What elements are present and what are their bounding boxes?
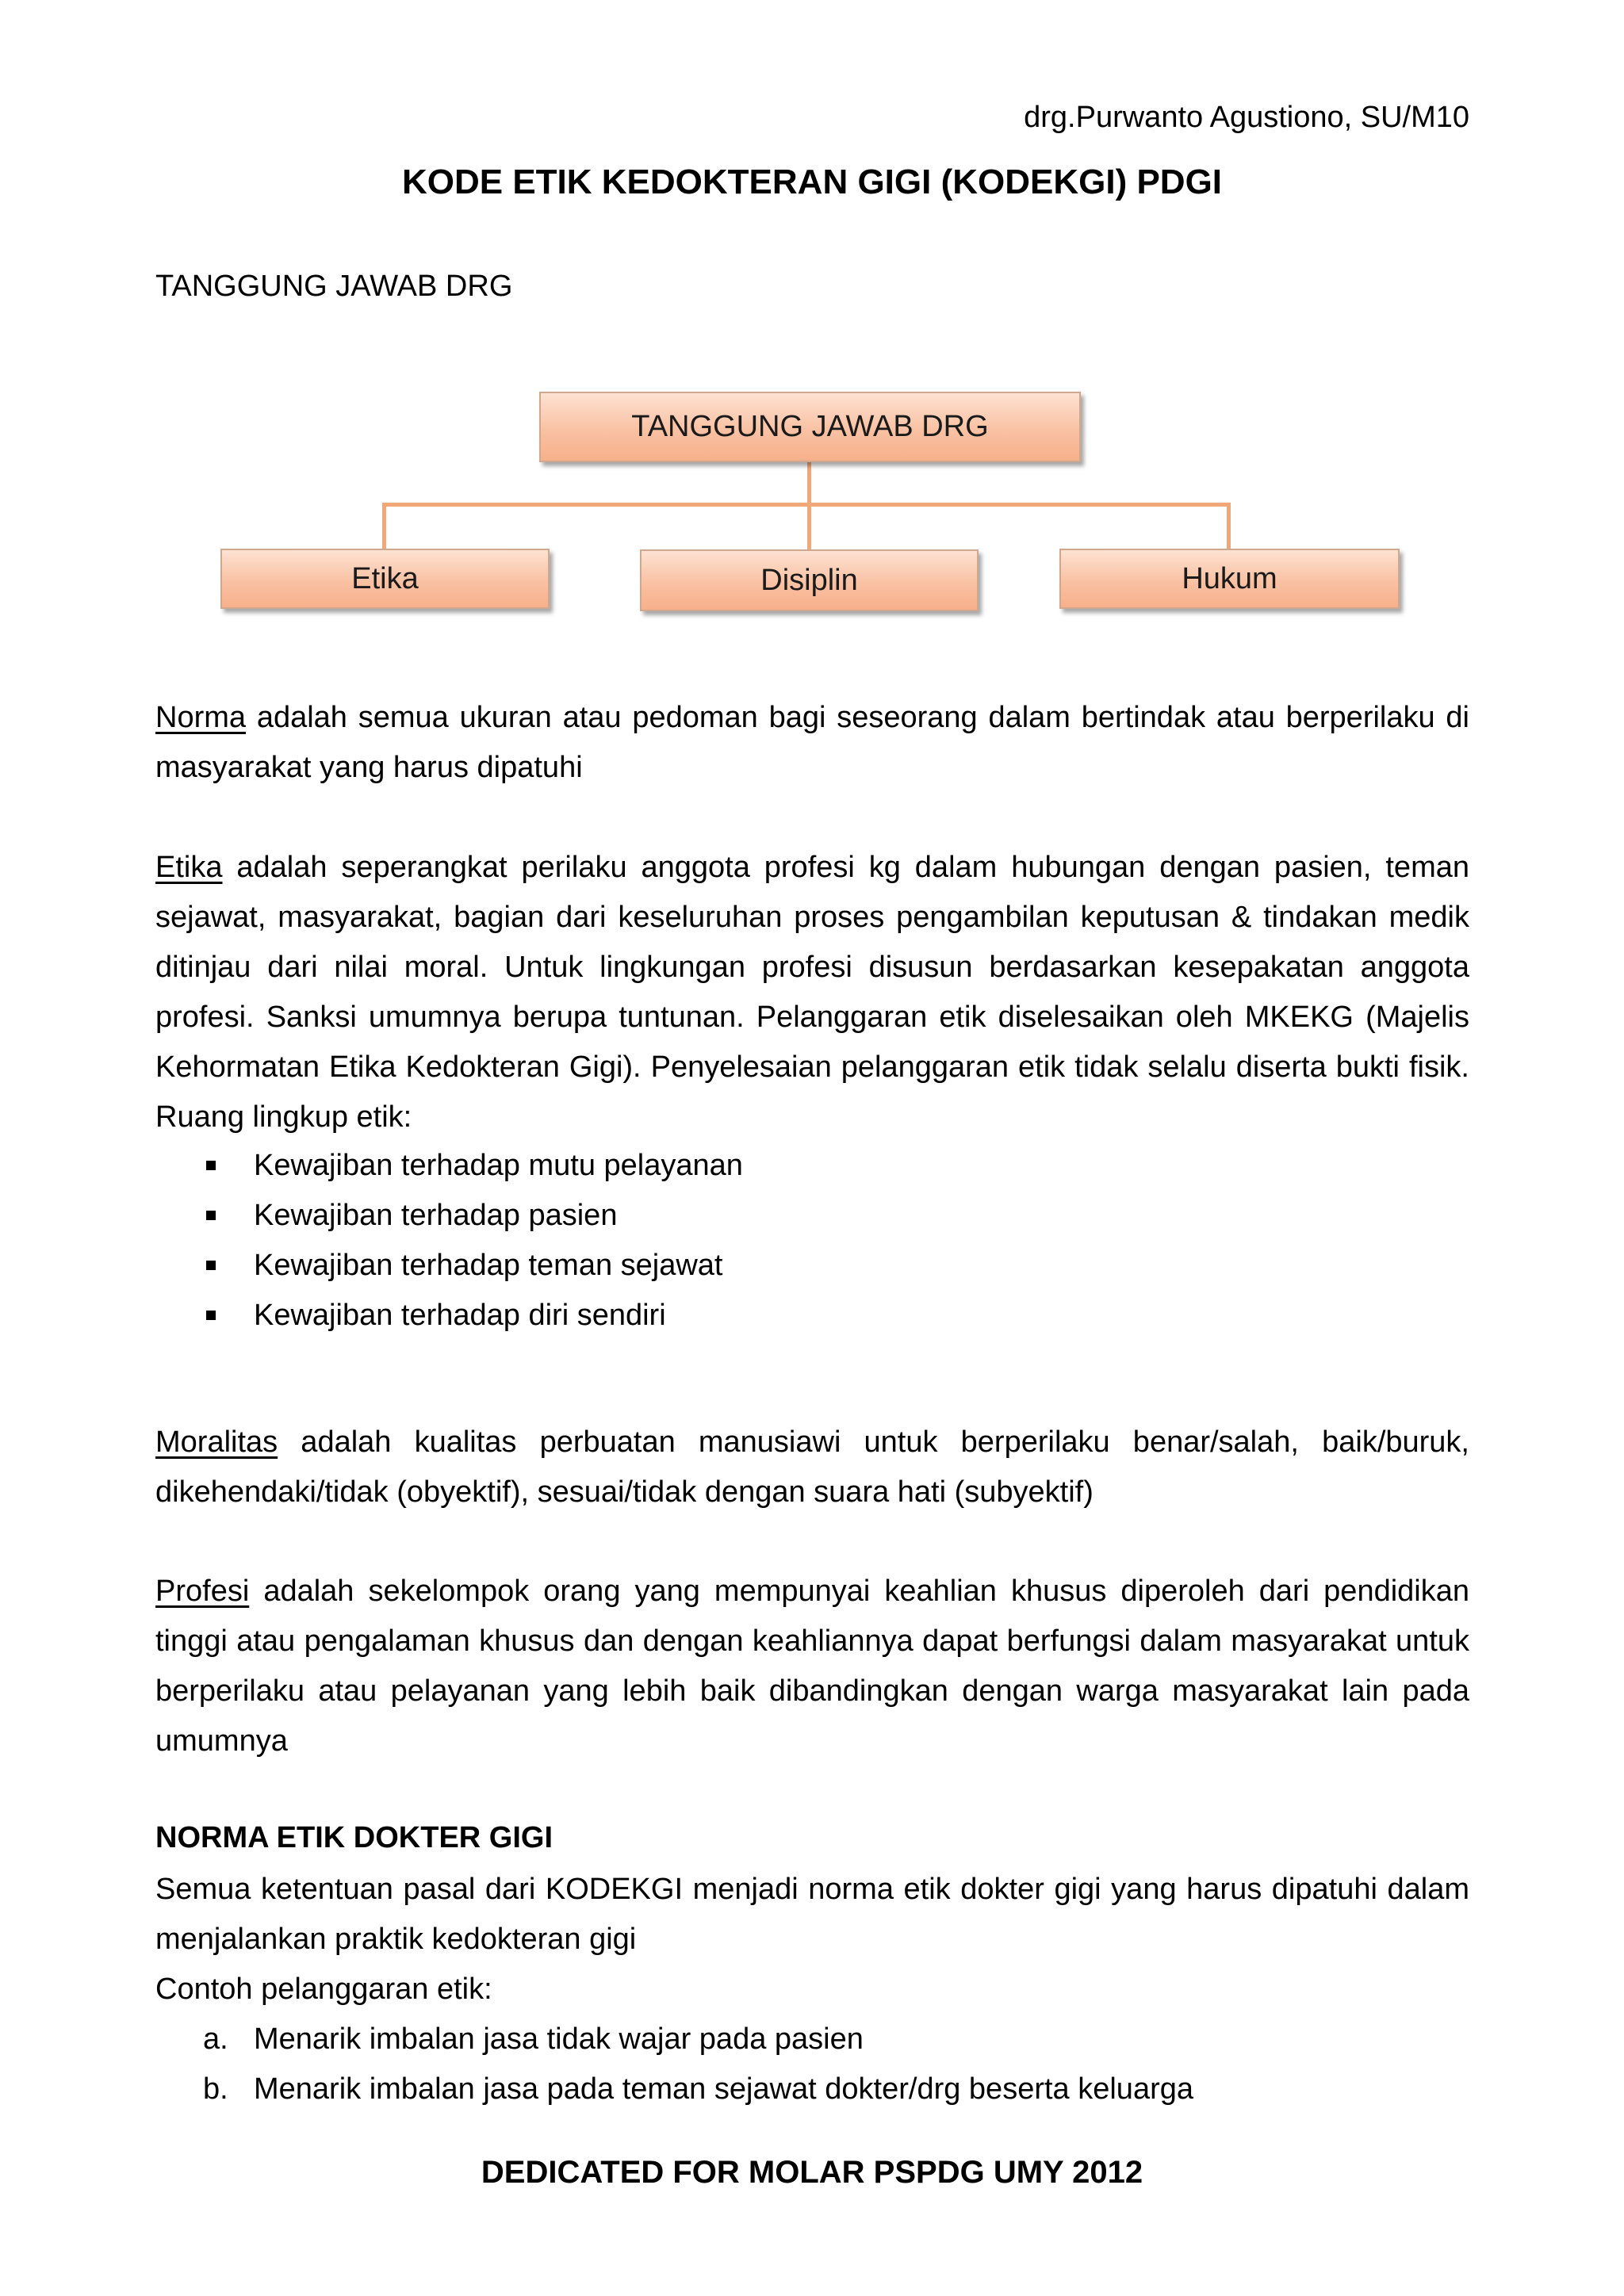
section-heading-norma-etik: NORMA ETIK DOKTER GIGI [155, 1821, 553, 1854]
diagram-root-box: TANGGUNG JAWAB DRG [539, 392, 1081, 462]
definition-norma [155, 693, 1469, 793]
norma-etik-text: Semua ketentuan pasal dari KODEKGI menjadi norma etik dokter gigi yang harus dipatuhi dalam menjalankan praktik kedokteran gigi [155, 1873, 1469, 1956]
page-footer: DEDICATED FOR MOLAR PSPDG UMY 2012 [481, 2155, 1143, 2190]
list-item-text: Menarik imbalan jasa tidak wajar pada pasien [254, 2022, 864, 2056]
definition-moralitas [155, 1418, 1469, 1517]
list-marker: b. [203, 2072, 228, 2106]
list-item-text: Kewajiban terhadap mutu pelayanan [254, 1149, 743, 1182]
document-title: KODE ETIK KEDOKTERAN GIGI (KODEKGI) PDGI [401, 163, 1223, 201]
term-norma: Norma [155, 701, 247, 734]
bullet-icon [206, 1161, 216, 1170]
definition-text: adalah seperangkat perilaku anggota profesi kg dalam hubungan dengan pasien, teman sejawat, masyarakat, bagian dari keseluruhan proses pengambilan keputusan & tindakan medik ditinjau dari nilai moral. Untuk lingkungan profesi disusun berdasarkan kesepakatan anggota profesi. Sanksi umumnya berupa tuntunan. Pelanggaran etik diselesaikan oleh MKEKG (Majelis Kehormatan Etika Kedokteran Gigi). Penyelesaian pelanggaran etik tidak selalu diserta bukti fisik. Ruang lingkup etik: [155, 851, 1469, 1134]
list-item [155, 1191, 1469, 1241]
list-item [155, 2064, 1469, 2114]
definition-text: adalah kualitas perbuatan manusiawi untuk berperilaku benar/salah, baik/buruk, dikehendaki/tidak (obyektif), sesuai/tidak dengan suara hati (subyektif) [155, 1425, 1469, 1509]
list-item [155, 1291, 1469, 1341]
author-line: drg.Purwanto Agustiono, SU/M10 [1024, 101, 1469, 134]
term-etika: Etika [155, 851, 223, 884]
connector-etika [382, 503, 386, 549]
list-item [155, 1141, 1469, 1191]
bullet-icon [206, 1211, 216, 1220]
diagram-box-hukum: Hukum [1059, 549, 1400, 609]
section-label: TANGGUNG JAWAB DRG [155, 270, 513, 303]
definition-text: adalah sekelompok orang yang mempunyai keahlian khusus diperoleh dari pendidikan tinggi atau pengalaman khusus dan dengan keahliannya dapat berfungsi dalam masyarakat untuk berperilaku atau pelayanan yang lebih baik dibandingkan dengan warga masyarakat lain pada umumnya [155, 1575, 1469, 1758]
connector-horizontal [382, 503, 1231, 507]
responsibility-diagram [0, 0, 1624, 634]
connector-hukum [1227, 503, 1231, 549]
list-marker: a. [203, 2022, 228, 2056]
list-item [155, 2015, 1469, 2064]
diagram-box-disiplin: Disiplin [640, 549, 979, 611]
connector-root-vertical [807, 462, 811, 504]
term-moralitas: Moralitas [155, 1425, 278, 1459]
definition-etika [155, 843, 1469, 1142]
ethics-scope-list [155, 1141, 1469, 1341]
list-item-text: Kewajiban terhadap diri sendiri [254, 1299, 666, 1332]
violation-example-list [155, 2015, 1469, 2114]
list-item [155, 1241, 1469, 1291]
list-item-text: Kewajiban terhadap teman sejawat [254, 1249, 723, 1282]
term-profesi: Profesi [155, 1575, 250, 1608]
diagram-box-etika: Etika [220, 549, 550, 609]
list-item-text: Kewajiban terhadap pasien [254, 1199, 618, 1232]
definition-text: adalah semua ukuran atau pedoman bagi seseorang dalam bertindak atau berperilaku di masyarakat yang harus dipatuhi [155, 701, 1469, 784]
list-item-text: Menarik imbalan jasa pada teman sejawat dokter/drg beserta keluarga [254, 2072, 1193, 2106]
definition-profesi [155, 1567, 1469, 1766]
bullet-icon [206, 1261, 216, 1270]
bullet-icon [206, 1311, 216, 1320]
connector-disiplin [807, 503, 811, 549]
example-label: Contoh pelanggaran etik: [155, 1973, 492, 2006]
